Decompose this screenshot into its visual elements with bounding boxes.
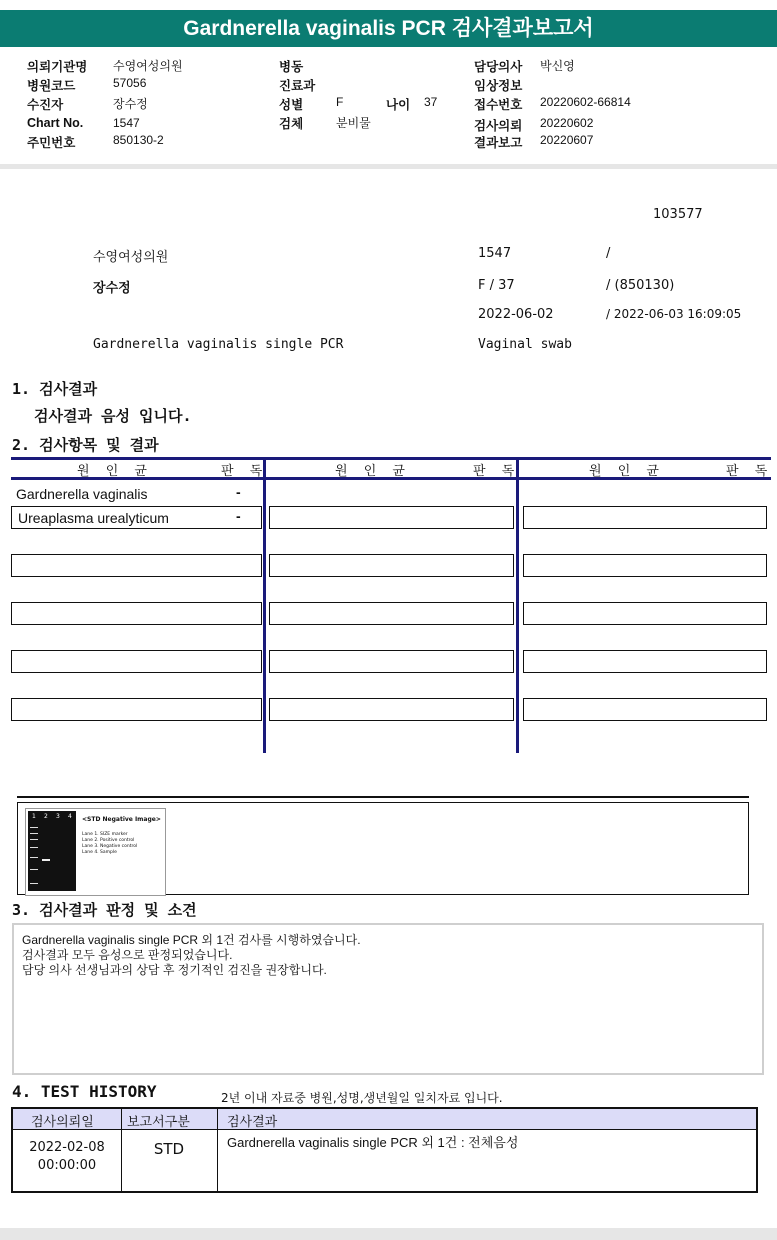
- history-col-date: 검사의뢰일: [31, 1115, 94, 1130]
- gel-image-title: <STD Negative Image>: [82, 816, 161, 823]
- empty-cell: [11, 554, 262, 577]
- bottom-band: [0, 1228, 777, 1240]
- summary-patient-name: 장수정: [93, 281, 131, 296]
- history-col-result: 검사결과: [227, 1115, 278, 1130]
- history-note: 2년 이내 자료중 병원,성명,생년월일 일치자료 입니다.: [221, 1091, 503, 1105]
- section3-heading: 3. 검사결과 판정 및 소견: [12, 901, 197, 919]
- result-row-name: Ureaplasma urealyticum: [18, 510, 169, 526]
- opinion-line: Gardnerella vaginalis single PCR 외 1건 검사를 시행하였습니다.: [22, 933, 361, 947]
- col-header-judgement-3: 판 독: [726, 464, 774, 479]
- summary-institution: 수영여성의원: [93, 250, 169, 265]
- summary-sex-age: F / 37: [478, 278, 515, 293]
- request-label: 검사의뢰: [474, 119, 523, 133]
- gel-band: [30, 839, 38, 840]
- summary-request-date: 2022-06-02: [478, 307, 554, 322]
- opinion-box: [12, 923, 764, 1075]
- col-header-judgement-1: 판 독: [221, 464, 269, 479]
- ward-label: 병동: [279, 60, 304, 74]
- gel-top-rule: [17, 796, 749, 798]
- grid-divider-1: [263, 457, 266, 753]
- hospital-code-value: 57056: [113, 76, 147, 90]
- history-type[interactable]: STD: [153, 1140, 185, 1158]
- institution-label: 의뢰기관명: [27, 60, 88, 74]
- sex-label: 성별: [279, 98, 304, 112]
- doctor-value: 박신영: [540, 59, 575, 73]
- empty-cell: [523, 698, 767, 721]
- summary-code: 103577: [653, 207, 703, 222]
- gel-legend-item: Lane 4. Sample: [82, 850, 117, 855]
- summary-test-name: Gardnerella vaginalis single PCR: [93, 337, 344, 352]
- gel-image: [25, 808, 166, 896]
- hospital-code-label: 병원코드: [27, 79, 76, 93]
- col-header-pathogen-1: 원 인 균: [77, 464, 153, 479]
- chart-value: 1547: [113, 116, 140, 130]
- chart-label: Chart No.: [27, 116, 84, 130]
- gel-band: [30, 827, 38, 828]
- opinion-line: 검사결과 모두 음성으로 판정되었습니다.: [22, 948, 233, 962]
- history-date: 2022-02-08: [29, 1140, 105, 1155]
- gel-band: [30, 883, 38, 884]
- report-date-label: 결과보고: [474, 136, 523, 150]
- summary-specimen: Vaginal swab: [478, 337, 572, 352]
- history-time: 00:00:00: [37, 1158, 97, 1173]
- age-label: 나이: [386, 98, 411, 112]
- section1-heading: 1. 검사결과: [12, 380, 98, 398]
- gel-legend-item: Lane 3. Negative control: [82, 844, 138, 849]
- col-header-pathogen-2: 원 인 균: [335, 464, 411, 479]
- history-col-type: 보고서구분: [127, 1115, 190, 1130]
- gel-image-frame: [17, 802, 749, 895]
- opinion-line: 담당 의사 선생님과의 상담 후 정기적인 검진을 권장합니다.: [22, 963, 327, 977]
- empty-cell: [523, 554, 767, 577]
- clinical-label: 임상정보: [474, 79, 523, 93]
- history-table: [11, 1107, 758, 1193]
- empty-cell: [269, 698, 514, 721]
- doctor-label: 담당의사: [474, 60, 523, 74]
- gel-band: [30, 847, 38, 848]
- section1-result: 검사결과 음성 입니다.: [34, 407, 192, 425]
- empty-cell: [523, 602, 767, 625]
- lane-number: 3: [56, 813, 60, 820]
- patient-value: 장수정: [113, 97, 148, 111]
- lane-number: 1: [32, 813, 36, 820]
- summary-slash: /: [606, 246, 611, 261]
- empty-cell: [11, 602, 262, 625]
- gel-photo: [28, 811, 76, 891]
- empty-cell: [523, 650, 767, 673]
- history-result[interactable]: Gardnerella vaginalis single PCR 외 1건 : 전체음성: [227, 1135, 519, 1150]
- result-row-name: Gardnerella vaginalis: [16, 486, 148, 502]
- empty-cell: [269, 650, 514, 673]
- empty-cell: [523, 506, 767, 529]
- lane-number: 4: [68, 813, 72, 820]
- section4-heading: 4. TEST HISTORY: [12, 1082, 157, 1101]
- gel-band: [30, 869, 38, 870]
- receipt-label: 접수번호: [474, 98, 523, 112]
- header-divider: [0, 164, 777, 169]
- col-header-judgement-2: 판 독: [473, 464, 521, 479]
- gel-legend-item: Lane 1. SIZE marker: [82, 832, 128, 837]
- gel-band: [30, 833, 38, 834]
- positive-control-band: [42, 859, 50, 861]
- report-title: Gardnerella vaginalis PCR 검사결과보고서: [0, 10, 777, 47]
- lane-number: 2: [44, 813, 48, 820]
- summary-birth: / (850130): [606, 278, 675, 293]
- empty-cell: [11, 698, 262, 721]
- summary-chart-no: 1547: [478, 246, 512, 261]
- report-date-value: 20220607: [540, 133, 594, 147]
- sex-value: F: [336, 95, 344, 109]
- result-row-value: -: [236, 508, 241, 524]
- empty-cell: [11, 650, 262, 673]
- result-row-value: -: [236, 484, 241, 500]
- empty-cell: [269, 554, 514, 577]
- receipt-value: 20220602-66814: [540, 95, 631, 109]
- age-value: 37: [424, 95, 438, 109]
- gel-band: [30, 857, 38, 858]
- specimen-label: 검체: [279, 117, 304, 131]
- summary-report-datetime: / 2022-06-03 16:09:05: [606, 307, 742, 321]
- specimen-value: 분비물: [336, 116, 371, 130]
- grid-divider-2: [516, 457, 519, 753]
- gel-legend-item: Lane 2. Positive control: [82, 838, 135, 843]
- rrn-value: 850130-2: [113, 133, 164, 147]
- history-header-row: [13, 1109, 756, 1130]
- empty-cell: [269, 506, 514, 529]
- history-col-sep: [217, 1109, 218, 1191]
- request-value: 20220602: [540, 116, 594, 130]
- empty-cell: [269, 602, 514, 625]
- patient-label: 수진자: [27, 98, 64, 112]
- col-header-pathogen-3: 원 인 균: [589, 464, 665, 479]
- dept-label: 진료과: [279, 79, 316, 93]
- institution-value: 수영여성의원: [113, 59, 183, 73]
- section2-heading: 2. 검사항목 및 결과: [12, 436, 159, 454]
- rrn-label: 주민번호: [27, 136, 76, 150]
